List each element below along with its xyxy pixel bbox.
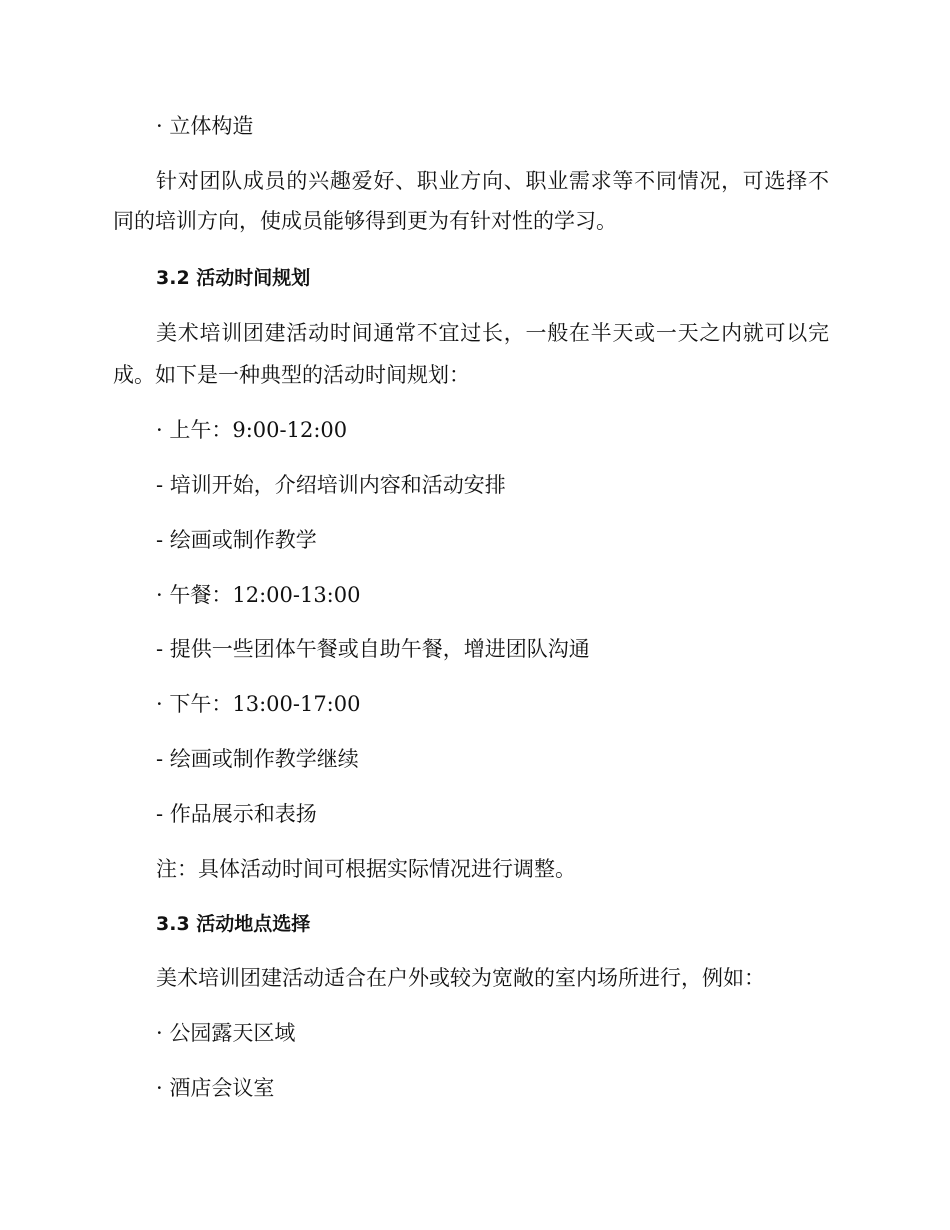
- schedule-item: - 作品展示和表扬: [156, 802, 317, 826]
- schedule-item: - 培训开始，介绍培训内容和活动安排: [156, 473, 506, 497]
- paragraph-line: 针对团队成员的兴趣爱好、职业方向、职业需求等不同情况，可选择不: [156, 169, 829, 193]
- note-text: 注：具体活动时间可根据实际情况进行调整。: [156, 857, 576, 881]
- section-heading: 3.3 活动地点选择: [156, 913, 311, 935]
- schedule-item: · 午餐：12:00-13:00: [156, 583, 361, 607]
- schedule-item: · 上午：9:00-12:00: [156, 418, 348, 442]
- venue-item: · 酒店会议室: [156, 1076, 275, 1100]
- schedule-item: - 提供一些团体午餐或自助午餐，增进团队沟通: [156, 637, 590, 661]
- paragraph-line: 美术培训团建活动适合在户外或较为宽敞的室内场所进行，例如：: [156, 966, 765, 990]
- schedule-item: - 绘画或制作教学继续: [156, 747, 359, 771]
- venue-item: · 公园露天区域: [156, 1021, 296, 1045]
- paragraph-line: 成。如下是一种典型的活动时间规划：: [113, 363, 470, 387]
- paragraph-line: 同的培训方向，使成员能够得到更为有针对性的学习。: [113, 209, 617, 233]
- schedule-item: - 绘画或制作教学: [156, 528, 317, 552]
- section-heading: 3.2 活动时间规划: [156, 267, 311, 289]
- bullet-item: · 立体构造: [156, 114, 254, 138]
- schedule-item: · 下午：13:00-17:00: [156, 692, 361, 716]
- paragraph-line: 美术培训团建活动时间通常不宜过长，一般在半天或一天之内就可以完: [156, 321, 829, 345]
